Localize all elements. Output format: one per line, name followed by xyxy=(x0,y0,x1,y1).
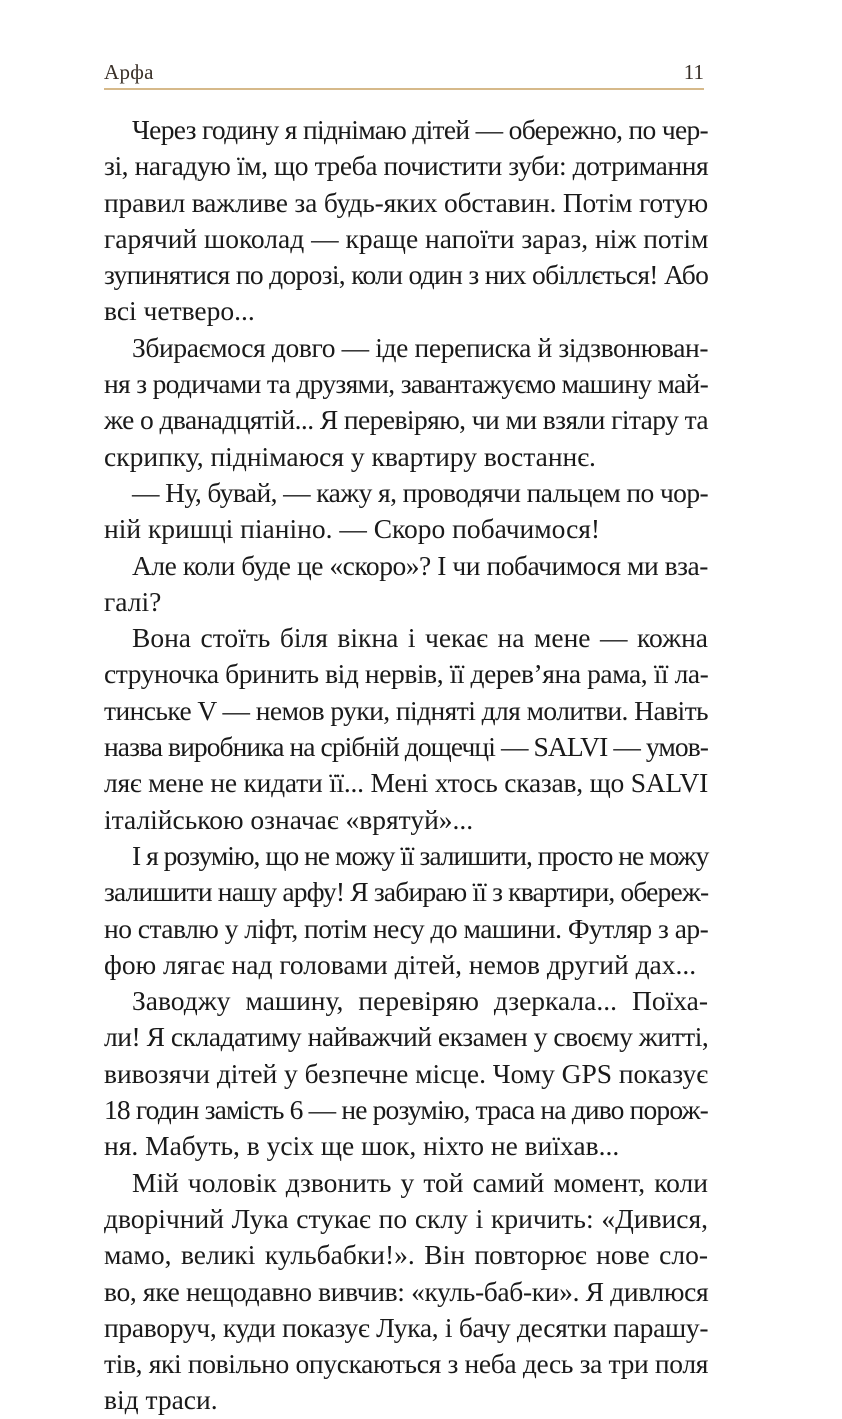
text-line: — Ну, бувай, — кажу я, проводячи пальцем по чор- xyxy=(132,476,709,508)
text-line: зі, нагадую їм, що треба почистити зуби: дотримання xyxy=(104,150,709,182)
body-text xyxy=(104,112,708,1419)
text-line: назва виробника на срібній дощечці — SALVI — умов- xyxy=(104,731,708,763)
text-line: від траси. xyxy=(104,1384,218,1416)
text-line: вивозячи дітей у безпечне місце. Чому GPS показує xyxy=(104,1057,708,1089)
text-line: ня. Мабуть, в усіх ще шок, ніхто не виїхав... xyxy=(104,1130,620,1162)
text-line: Заводжу машину, перевіряю дзеркала... Поїха- xyxy=(132,985,708,1017)
text-line: фою лягає над головами дітей, немов другий дах... xyxy=(104,948,697,980)
text-line: дворічний Лука стукає по склу і кричить: «Дивися, xyxy=(104,1202,708,1234)
text-line: тів, які повільно опускаються з неба десь за три поля xyxy=(104,1348,709,1380)
text-line: залишити нашу арфу! Я забираю її з квартири, обереж- xyxy=(104,876,709,908)
text-line: 18 годин замість 6 — не розумію, траса на диво порож- xyxy=(104,1094,708,1126)
text-line: же о дванадцятій... Я перевіряю, чи ми взяли гітару та xyxy=(104,404,709,436)
text-line: праворуч, куди показує Лука, і бачу десятки парашу- xyxy=(104,1311,709,1343)
header-divider xyxy=(104,88,704,90)
text-line: І я розумію, що не можу її залишити, просто не можу xyxy=(132,839,709,871)
running-title: Арфа xyxy=(104,60,154,84)
text-line: галі? xyxy=(104,585,162,617)
text-line: Мій чоловік дзвонить у той самий момент, коли xyxy=(132,1166,708,1198)
text-line: ляє мене не кидати її... Мені хтось сказав, що SALVI xyxy=(104,767,708,799)
text-line: ня з родичами та друзями, завантажуємо машину май- xyxy=(104,368,709,400)
text-line: зупинятися по дорозі, коли один з них обіллється! Або xyxy=(104,259,709,291)
text-line: ній кришці піаніно. — Скоро побачимося! xyxy=(104,513,601,545)
text-line: во, яке нещодавно вивчив: «куль-баб-ки». Я дивлюся xyxy=(104,1275,709,1307)
text-line: гарячий шоколад — краще напоїти зараз, ніж потім xyxy=(104,222,709,254)
text-line: Але коли буде це «скоро»? І чи побачимося ми взa- xyxy=(132,549,708,581)
text-line: струночка бринить від нервів, її дерев’яна рама, її ла- xyxy=(104,658,709,690)
text-line: всі четверо... xyxy=(104,295,255,327)
text-line: італійською означає «врятуй»... xyxy=(104,803,474,835)
text-line: Вона стоїть біля вікна і чекає на мене — кожна xyxy=(132,622,708,654)
page-number: 11 xyxy=(683,60,704,84)
text-line: но ставлю у ліфт, потім несу до машини. Футляр з ар- xyxy=(104,912,709,944)
text-line: Через годину я піднімаю дітей — обережно, по чер- xyxy=(132,114,708,145)
text-line: Збираємося довго — іде переписка й зідзвонюван- xyxy=(132,331,709,363)
text-line: скрипку, піднімаюся у квартиру востаннє. xyxy=(104,440,596,472)
text-line: правил важливе за будь-яких обставин. Потім готую xyxy=(104,186,708,218)
text-line: тинське V — немов руки, підняті для молитви. Навіть xyxy=(104,694,708,726)
text-line: ли! Я складатиму найважчий екзамен у своєму житті, xyxy=(104,1021,709,1053)
page-header xyxy=(104,58,704,86)
text-line: мамо, великі кульбабки!». Він повторює нове сло- xyxy=(104,1239,708,1271)
